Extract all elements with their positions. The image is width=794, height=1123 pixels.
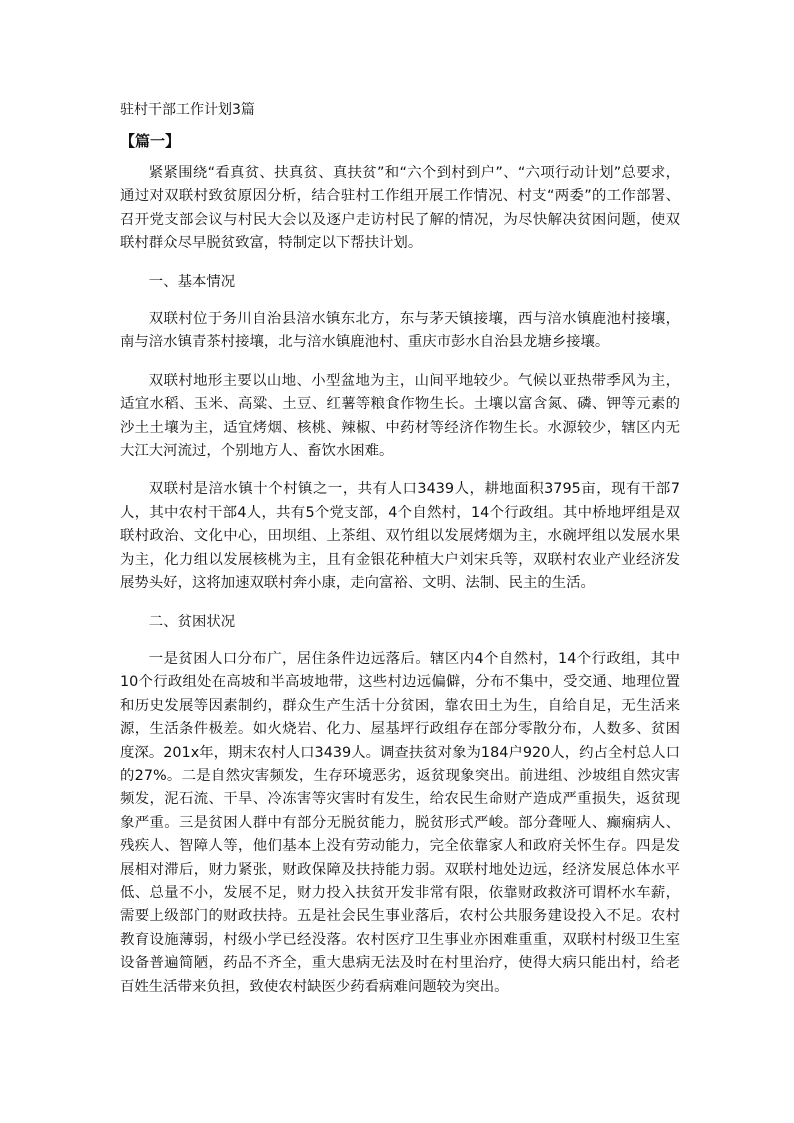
paragraph-poverty-details: 一是贫困人口分布广，居住条件边远落后。辖区内4个自然村，14个行政组，其中10个行政组处在高坡和半高坡地带，这些村边远偏僻，分布不集中，受交通、地理位置和历史发展等因素制约，群众生产生活十分贫困，靠农田土为生，自给自足，无生活来源，生活条件极差。如火烧岩、化力、屋基坪行政组存在部分零散分布，人数多、贫困度深。201x年，期末农村人口3439人。调查扶贫对象为184户920人，约占全村总人口的27%。二是自然灾害频发，生存环境恶劣，返贫现象突出。前进组、沙坡组自然灾害频发，泥石流、干旱、冷冻害等灾害时有发生，给农民生命财产造成严重损失，返贫现象严重。三是贫困人群中有部分无脱贫能力，脱贫形式严峻。部分聋哑人、癫痫病人、残疾人、智障人等，他们基本上没有劳动能力，完全依靠家人和政府关怀生存。四是发展相对滞后，财力紧张，财政保障及扶持能力弱。双联村地处边远，经济发展总体水平低、总量不小，发展不足，财力投入扶贫开发非常有限，依靠财政救济可谓杯水车薪，需要上级部门的财政扶持。五是社会民生事业落后，农村公共服务建设投入不足。农村教育设施薄弱，村级小学已经没落。农村医疗卫生事业亦困难重重，双联村村级卫生室设备普遍简陋，药品不齐全，重大患病无法及时在村里治疗，使得大病只能出村，给老百姓生活带来负担，致使农村缺医少药看病难问题较为突出。 (120, 650, 680, 995)
heading-basic-situation: 一、基本情况 (148, 273, 236, 290)
document-title: 驻村干部工作计划3篇 (120, 102, 255, 118)
section-label: 【篇一】 (120, 132, 181, 150)
heading-poverty-situation: 二、贫困状况 (148, 613, 236, 630)
paragraph-intro: 紧紧围绕“看真贫、扶真贫、真扶贫”和“六个到村到户”、“六项行动计划”总要求，通过对双联村致贫原因分析，结合驻村工作组开展工作情况、村支“两委”的工作部署、召开党支部会议与村民大会以及逐户走访村民了解的情况，为尽快解决贫困问题，使双联村群众尽早脱贫致富，特制定以下帮扶计划。 (120, 165, 680, 252)
paragraph-population: 双联村是涪水镇十个村镇之一，共有人口3439人，耕地面积3795亩，现有干部7人，其中农村干部4人，共有5个党支部，4个自然村，14个行政组。其中桥地坪组是双联村政治、文化中心，田坝组、上茶组、双竹组以发展烤烟为主，水碗坪组以发展水果为主，化力组以发展核桃为主，且有金银花种植大户刘宋兵等，双联村农业产业经济发展势头好，这将加速双联村奔小康，走向富裕、文明、法制、民主的生活。 (120, 481, 680, 592)
paragraph-terrain: 双联村地形主要以山地、小型盆地为主，山间平地较少。气候以亚热带季风为主，适宜水稻、玉米、高粱、土豆、红薯等粮食作物生长。土壤以富含氮、磷、钾等元素的沙土土壤为主，适宜烤烟、核桃、辣椒、中药材等经济作物生长。水源较少，辖区内无大江大河流过，个别地方人、畜饮水困难。 (120, 372, 680, 460)
paragraph-location: 双联村位于务川自治县涪水镇东北方，东与茅天镇接壤，西与涪水镇鹿池村接壤，南与涪水镇青茶村接壤，北与涪水镇鹿池村、重庆市彭水自治县龙塘乡接壤。 (120, 311, 680, 351)
document-body (120, 162, 680, 999)
